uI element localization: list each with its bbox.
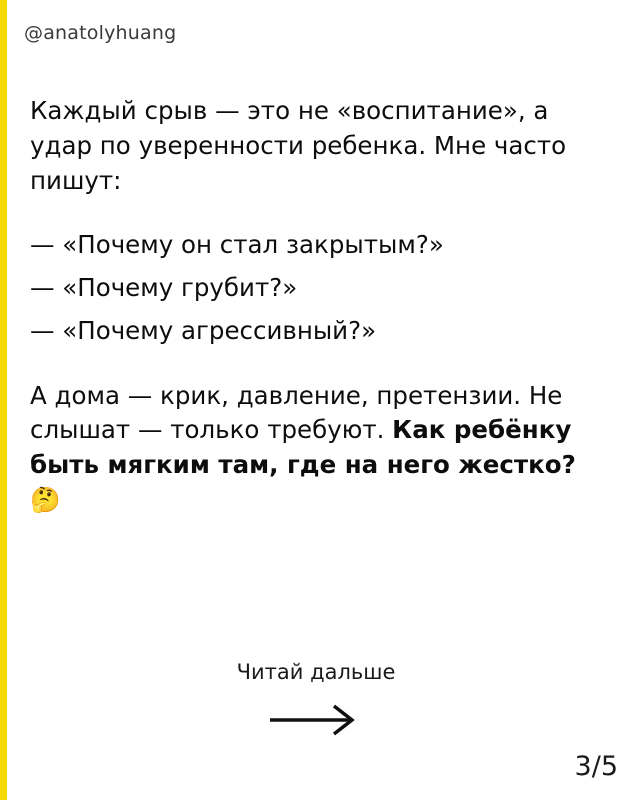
author-handle: @anatolyhuang [24, 22, 177, 44]
slide-body [22, 94, 590, 518]
list-item: — «Почему агрессивный?» [30, 315, 377, 345]
page-indicator: 3/5 [574, 751, 618, 782]
list-item: — «Почему грубит?» [30, 273, 298, 303]
paragraph-conclusion-normal: А дома — крик, давление, претензии. Не слышат — только требуют. [30, 380, 563, 445]
paragraph-conclusion [30, 379, 590, 518]
paragraph-conclusion-bold: Как ребёнку быть мягким там, где на него жестко? [30, 415, 576, 480]
paragraph-intro: Каждый срыв — это не «воспитание», а удар по уверенности ребенка. Мне часто пишут: [30, 96, 567, 195]
question-list [30, 228, 590, 348]
call-to-action [0, 660, 640, 740]
thinking-face-emoji: 🤔 [30, 485, 61, 515]
cta-label: Читай дальше [236, 660, 396, 684]
list-item: — «Почему он стал закрытым?» [30, 230, 444, 260]
arrow-right-icon [0, 700, 640, 740]
